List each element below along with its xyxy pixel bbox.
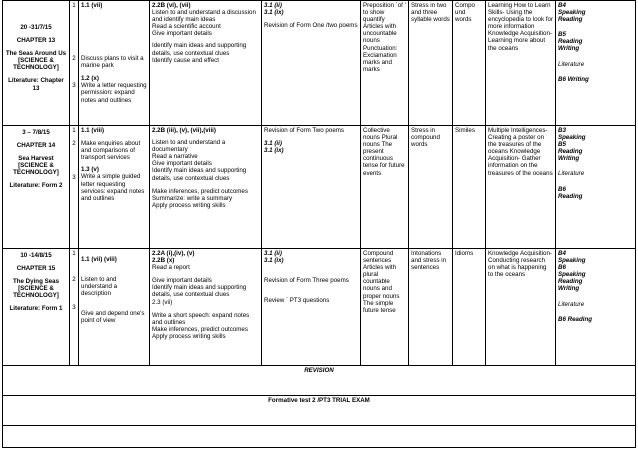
week-cell <box>3 126 70 249</box>
reading-text: 2.3 (vii) <box>152 298 173 306</box>
skill-item: Speaking <box>558 134 586 142</box>
skill-item: Reading <box>558 148 583 156</box>
sound-system-cell: Intonations and stress in sentences <box>409 249 453 366</box>
exam-label: Formative test 2 /PT3 TRIAL EXAM <box>3 396 636 426</box>
item-number: 2 <box>72 140 76 148</box>
ls-text: Listen to and understand a description <box>81 276 118 298</box>
listening-speaking-cell <box>79 126 150 249</box>
grammar-cell: Collective nouns Plural nouns The present continuous tense for future events <box>361 126 409 249</box>
ls-text: Give and depend one's point of view <box>81 310 145 325</box>
reading-cell <box>150 1 262 126</box>
literature-label: Literature: Form 2 <box>9 182 63 190</box>
reading-cell <box>150 249 262 366</box>
grammar-cell: Compound sentences Articles with plural countable nouns and proper nouns The simple future tense <box>361 249 409 366</box>
theme-label: The Seas Around Us [SCIENCE & TECHNOLOGY] <box>5 50 67 72</box>
revision-label: REVISION <box>3 366 636 396</box>
skill-item: B3 <box>558 127 566 134</box>
vocabulary-cell: Idioms <box>453 249 486 366</box>
item-number: 1 <box>72 127 76 134</box>
week-row <box>3 1 636 126</box>
skill-item: Reading <box>558 38 583 46</box>
skill-item: B6 <box>558 264 566 272</box>
reading-text: Write a short speech: expand notes and outlines <box>152 311 250 326</box>
item-number: 3 <box>72 174 76 182</box>
ls-code: 1.1 (viii) <box>81 127 105 134</box>
reading-text: Identify cause and effect <box>152 56 219 64</box>
week-dates: 3 – 7/8/15 <box>22 129 50 136</box>
skill-item: Speaking <box>558 9 586 17</box>
reading-text: Identify main ideas and supporting details, use contextual clues <box>152 42 247 57</box>
reading-text: Identify main ideas and supporting details, use contextual clues <box>152 167 247 182</box>
ls-code: 1.2 (x) <box>81 75 99 83</box>
listening-speaking-cell <box>79 1 150 126</box>
values-cell: Knowledge Acquisition- Conducting research on what is happening to the oceans <box>486 249 556 366</box>
skill-item: Reading <box>558 16 583 24</box>
ls-text: Write a simple guided letter requesting services: expand notes and outlines <box>81 173 145 202</box>
item-number: 1 <box>72 250 76 257</box>
literature-label: Literature: Chapter 13 <box>8 77 64 92</box>
number-column <box>70 249 79 366</box>
skill-item: Reading <box>558 192 583 200</box>
writing-text: Revision of Form Two poems <box>264 127 345 134</box>
reading-text: Give important details <box>152 277 212 285</box>
sound-system-cell: Stress in compound words <box>409 126 453 249</box>
reading-text: Apply process writing skills <box>152 332 226 340</box>
ls-code: 1.1 (vii) <box>81 2 103 9</box>
ls-code: 1.3 (v) <box>81 166 99 174</box>
skill-item: Literature <box>558 60 585 68</box>
skills-cell <box>556 126 636 249</box>
item-number: 3 <box>72 304 76 312</box>
writing-text: Review ` PT3 questions <box>264 297 330 305</box>
reading-text: Make inferences, predict outcomes <box>152 187 248 195</box>
reading-text: Read a report <box>152 264 190 272</box>
number-column <box>70 1 79 126</box>
skill-item: B6 Writing <box>558 75 589 83</box>
skill-item: Literature <box>558 300 585 308</box>
theme-label: Sea Harvest [SCIENCE & TECHNOLOGY] <box>13 155 59 177</box>
item-number: 3 <box>72 82 76 90</box>
reading-text: Read a narrative <box>152 153 198 161</box>
item-number: 2 <box>72 55 76 63</box>
vocabulary-cell: Similes <box>453 126 486 249</box>
skill-item: B5 <box>558 31 566 39</box>
blank-row <box>3 426 636 448</box>
item-number: 1 <box>72 2 76 9</box>
chapter-label: CHAPTER 13 <box>16 37 56 45</box>
reading-text: Read a scientific account <box>152 23 221 31</box>
skill-item: Speaking <box>558 257 586 265</box>
writing-cell <box>262 249 361 366</box>
reading-text: Apply process writing skills <box>152 201 226 209</box>
week-dates: 10 -14/8/15 <box>20 252 52 259</box>
vocabulary-cell: Compo und words <box>453 1 486 126</box>
week-cell <box>3 249 70 366</box>
writing-code: 3.1 (ii) 3.1 (ix) <box>264 2 284 17</box>
chapter-label: CHAPTER 15 <box>16 265 56 273</box>
reading-code: 2.2A (i),(iv), (v) 2.2B (x) <box>152 250 195 265</box>
reading-text: Listen to and understand a documentary <box>152 139 226 154</box>
exam-row <box>3 396 636 426</box>
ls-code: 1.1 (vii) (viii) <box>81 256 117 263</box>
skill-item: Writing <box>558 285 580 293</box>
skills-cell <box>556 1 636 126</box>
writing-cell <box>262 126 361 249</box>
skill-item: Literature <box>558 170 585 178</box>
skill-item: B4 <box>558 2 566 9</box>
skill-item: Writing <box>558 155 580 163</box>
ls-text: Make enquiries about and comparisons of transport services <box>81 140 141 162</box>
week-row <box>3 249 636 366</box>
chapter-label: CHAPTER 14 <box>16 142 56 150</box>
skill-item: Reading <box>558 278 583 286</box>
week-row <box>3 126 636 249</box>
reading-code: 2.2B (vi), (vii) <box>152 2 191 9</box>
writing-code: 3.1 (ii) 3.1 (ix) <box>264 140 284 155</box>
reading-text: Summarize: write a summary <box>152 194 233 202</box>
listening-speaking-cell <box>79 249 150 366</box>
blank-cell <box>3 426 636 448</box>
reading-text: Give important details <box>152 30 212 38</box>
number-column <box>70 126 79 249</box>
reading-text: Identify main ideas and supporting details, use contextual clues <box>152 284 247 299</box>
writing-code: 3.1 (ii) 3.1 (ix) <box>264 250 284 265</box>
ls-text: Discuss plans to visit a marine park <box>81 55 144 70</box>
reading-code: 2.2B (iii), (v), (vii),(viii) <box>152 127 216 134</box>
writing-text: Revision of Form One /two poems <box>264 22 358 30</box>
item-number: 2 <box>72 276 76 284</box>
reading-text: Make inferences, predict outcomes <box>152 325 248 333</box>
values-cell: Learning How to Learn Skills- Using the encyclopedia to look for more information Knowledge Acquisition- Learning more about the oceans <box>486 1 556 126</box>
lesson-plan-table <box>2 0 636 448</box>
skill-item: B4 <box>558 250 566 257</box>
skill-item: Writing <box>558 45 580 53</box>
week-dates: 20 -31/7/15 <box>20 24 52 31</box>
skill-item: B6 <box>558 185 566 193</box>
literature-label: Literature: Form 1 <box>9 305 63 313</box>
skills-cell <box>556 249 636 366</box>
skill-item: B5 <box>558 141 566 149</box>
theme-label: The Dying Seas [SCIENCE & TECHNOLOGY] <box>12 278 60 300</box>
sound-system-cell: Stress in two and three syllable words <box>409 1 453 126</box>
writing-cell <box>262 1 361 126</box>
writing-text: Revision of Form Three poems <box>264 277 349 285</box>
skill-item: Speaking <box>558 271 586 279</box>
revision-row <box>3 366 636 396</box>
ls-text: Write a letter requesting permission: expand notes and outlines <box>81 82 147 104</box>
week-cell <box>3 1 70 126</box>
values-cell: Multiple Intelligences- Creating a poster on the treasures of the oceans Knowledge Acquisition- Gather information on the treasures of the oceans <box>486 126 556 249</box>
skill-item: B6 Reading <box>558 315 593 323</box>
reading-text: Listen to and understand a discussion and identify main ideas <box>152 9 256 24</box>
reading-text: Give important details <box>152 160 212 168</box>
grammar-cell: Preposition `of ' to show quantify Articles with uncountable nouns Punctuation: Exclamation marks and marks <box>361 1 409 126</box>
reading-cell <box>150 126 262 249</box>
